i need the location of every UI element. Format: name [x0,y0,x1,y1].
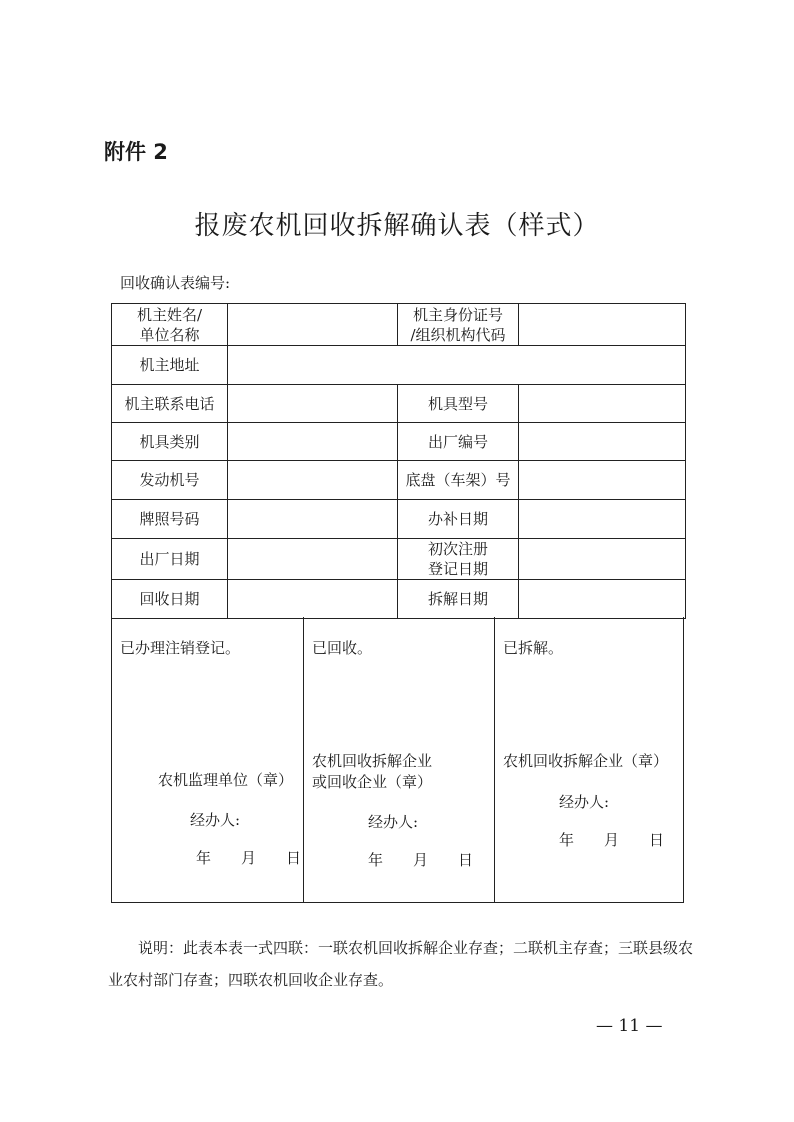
reissue-date-label: 办补日期 [398,500,519,539]
info-table [111,303,686,619]
owner-name-label: 机主姓名/ 单位名称 [112,304,228,346]
table-row [112,500,686,539]
dismantle-date-value [519,580,686,619]
machine-category-label: 机具类别 [112,423,228,461]
supervision-unit-seal: 农机监理单位（章） [158,771,294,789]
dismantle-enterprise-seal: 农机回收拆解企业（章） [503,752,669,770]
deregistration-column [112,617,303,902]
table-row [112,461,686,500]
reissue-date-value [519,500,686,539]
recovery-date-value [228,580,398,619]
recovery-status: 已回收。 [312,639,373,657]
factory-date-label: 出厂日期 [112,539,228,580]
plate-number-label: 牌照号码 [112,500,228,539]
factory-number-label: 出厂编号 [398,423,519,461]
date-line: 年 月 日 [196,849,302,867]
recovery-column [303,617,494,902]
owner-name-value [228,304,398,346]
table-row [112,580,686,619]
table-row [112,385,686,423]
machine-category-value [228,423,398,461]
engine-number-value [228,461,398,500]
handler-label: 经办人: [559,793,610,811]
page-title: 报废农机回收拆解确认表（样式） [194,211,600,241]
owner-address-label: 机主地址 [112,346,228,385]
deregistration-status: 已办理注销登记。 [120,639,241,657]
dismantle-date-label: 拆解日期 [398,580,519,619]
handler-label: 经办人: [190,811,241,829]
handler-label: 经办人: [368,813,419,831]
owner-id-value [519,304,686,346]
engine-number-label: 发动机号 [112,461,228,500]
owner-id-label: 机主身份证号 /组织机构代码 [398,304,519,346]
recovery-enterprise-seal: 农机回收拆解企业 或回收企业（章） [312,752,433,791]
factory-number-value [519,423,686,461]
table-row [112,346,686,385]
owner-phone-value [228,385,398,423]
recovery-date-label: 回收日期 [112,580,228,619]
form-number-label: 回收确认表编号: [120,274,231,292]
chassis-number-label: 底盘（车架）号 [398,461,519,500]
page-number: — 11 — [596,1016,663,1036]
chassis-number-value [519,461,686,500]
explanatory-note: 说明：此表本表一式四联：一联农机回收拆解企业存查；二联机主存查；三联县级农业农村部门存查；四联农机回收企业存查。 [108,939,694,989]
date-line: 年 月 日 [559,831,665,849]
first-registration-value [519,539,686,580]
table-row [112,304,686,346]
machine-model-value [519,385,686,423]
signature-section [111,617,684,903]
owner-address-value [228,346,686,385]
table-row [112,539,686,580]
machine-model-label: 机具型号 [398,385,519,423]
owner-phone-label: 机主联系电话 [112,385,228,423]
factory-date-value [228,539,398,580]
attachment-label: 附件 2 [104,140,168,164]
dismantle-status: 已拆解。 [503,639,564,657]
date-line: 年 月 日 [368,851,474,869]
first-registration-label: 初次注册 登记日期 [398,539,519,580]
table-row [112,423,686,461]
plate-number-value [228,500,398,539]
dismantle-column [494,617,683,902]
